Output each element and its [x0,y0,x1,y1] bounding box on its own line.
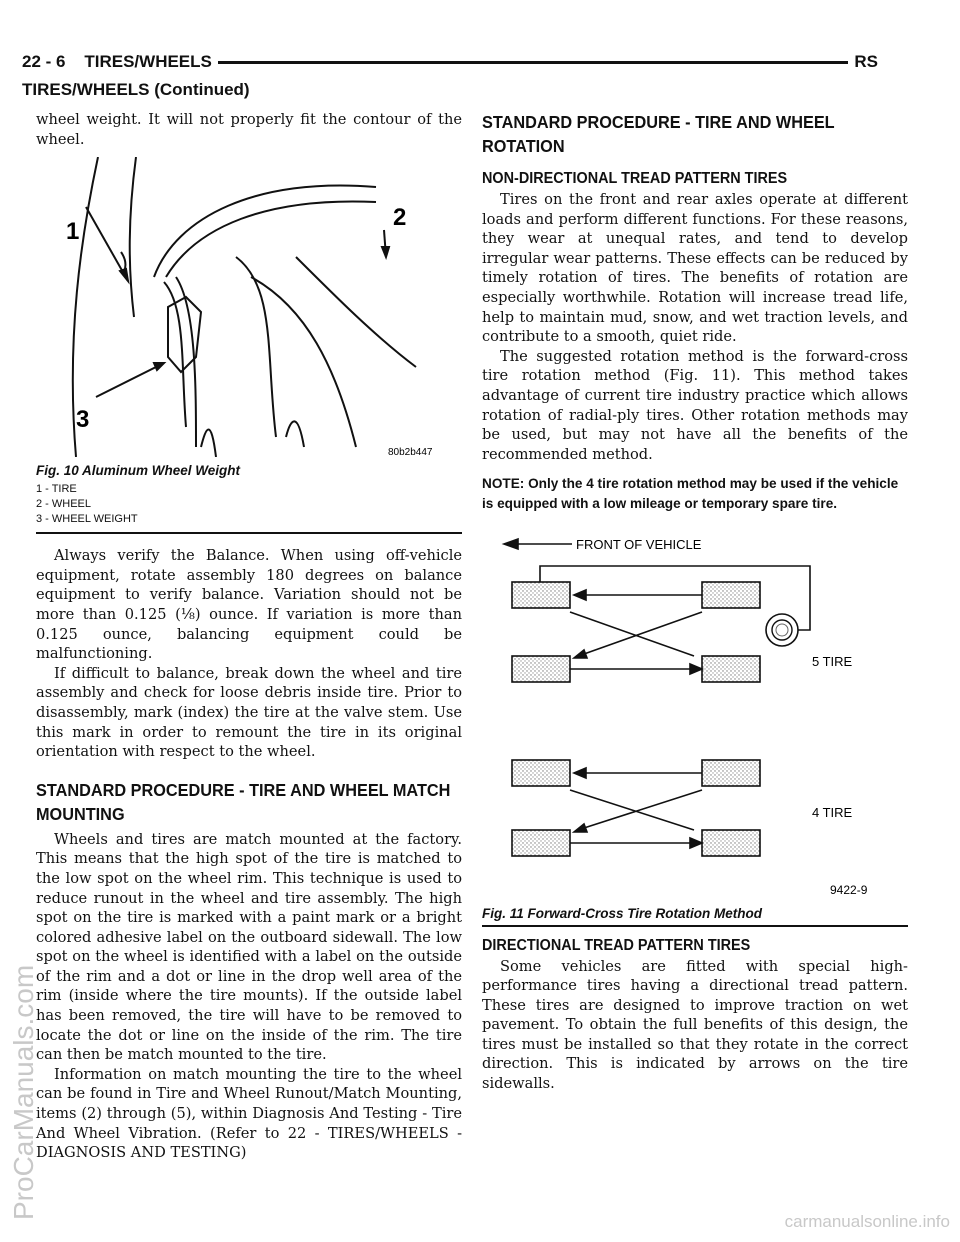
four-tire-label: 4 TIRE [812,804,853,820]
figure-divider [36,532,462,534]
rotation-heading: STANDARD PROCEDURE - TIRE AND WHEEL ROTATION [482,112,835,156]
match-mounting-paragraph: Wheels and tires are match mounted at the factory. This means that the high spot of the tire is matched to the low spot on the wheel rim. This technique is used to reduce runout in the wheel and tire assembly. The high spot on the tire is marked with a paint mark or a bright colored adhesive label on the outboard sidewall. The low spot on the wheel is identified with a label on the outside of the rim and a dot or line in the drop well area of the rim (inside where the tire mounts). If the outside label has been removed, the tire will have to be removed to locate the dot or line on the inside of the rim. The tire can then be match mounted to the tire. [36,830,462,1064]
debris-paragraph: If difficult to balance, break down the wheel and tire assembly and check for loose debris inside tire. Prior to disassembly, mark (index) the tire at the valve stem. Use this mark in order to remount the tire in its original orientation with respect to the wheel. [36,664,462,761]
spare-tire-note: NOTE: Only the 4 tire rotation method may be used if the vehicle is equipped with a low mileage or temporary spare tire. [482,476,899,511]
callout-2: 2 [393,204,407,232]
directional-paragraph: Some vehicles are fitted with special high-performance tires having a directional tread pattern. These tires are designed to improve traction on wet pavement. To obtain the full benefits of this design, the tires must be installed so that they rotate in the correct direction. This is indicated by arrows on the tire sidewalls. [482,957,908,1093]
figure-divider [482,925,908,927]
match-mounting-info-paragraph: Information on match mounting the tire to the wheel can be found in Tire and Wheel Runout/Match Mounting, items (2) through (5), within Diagnosis And Testing - Tire And Wheel Vibration. (Refer to 22 - TIRES/WHEELS - DIAGNOSIS AND TESTING) [36,1065,462,1162]
forward-cross-paragraph: The suggested rotation method is the forward-cross tire rotation method (Fig. 11). This method takes advantage of current tire industry practice which allows rotation of radial-ply tires. Other rotation methods may be used, but may not have all the benefits of the recommended method. [482,347,908,463]
front-of-vehicle-label: FRONT OF VEHICLE [576,536,702,552]
callout-3: 3 [76,406,90,434]
non-directional-heading: NON-DIRECTIONAL TREAD PATTERN TIRES [482,170,788,187]
figure-10-legend [36,482,462,527]
match-mounting-heading: STANDARD PROCEDURE - TIRE AND WHEEL MATCH MOUNTING [36,779,451,824]
right-column [482,110,908,1094]
tire-rear-right-5 [702,656,760,682]
intro-paragraph: wheel weight. It will not properly fit the contour of the wheel. [36,111,462,148]
legend-item: 2 - WHEEL [36,498,92,511]
directional-heading: DIRECTIONAL TREAD PATTERN TIRES [482,936,751,954]
footer-watermark: carmanualsonline.info [784,1212,950,1231]
callout-1: 1 [66,218,80,246]
header-section: 22 - 6 TIRES/WHEELS [22,52,218,72]
figure-10-caption: Fig. 10 Aluminum Wheel Weight [36,463,241,479]
five-tire-label: 5 TIRE [812,653,853,669]
rotation-paragraph: Tires on the front and rear axles operate at different loads and perform different functions. For these reasons, they wear at unequal rates, and tend to develop irregular wear patterns. These effects can be reduced by timely rotation of tires. The benefits of rotation are especially worthwhile. Rotation will increase tread life, help to maintain mud, snow, and wet traction levels, and contribute to a smooth, quiet ride. [482,191,908,346]
balance-paragraph: Always verify the Balance. When using off-vehicle equipment, rotate assembly 180 degrees on balance equipment to verify balance. Variation should not be more than 0.125 (⅛) ounce. If variation is more than 0.125 ounce, balancing equipment could be malfunctioning. [36,547,462,663]
tire-front-left-4 [512,760,570,786]
left-column [36,110,462,1163]
figure-11-caption: Fig. 11 Forward-Cross Tire Rotation Method [482,905,763,921]
figure-11 [482,526,908,902]
figure-code: 9422-9 [830,882,868,897]
aluminum-wheel-weight-illustration [36,157,462,457]
tire-rear-left-5 [512,656,570,682]
legend-item: 1 - TIRE [36,483,77,496]
legend-item: 3 - WHEEL WEIGHT [36,513,138,526]
figure-code: 80b2b447 [388,447,433,458]
spare-tire [766,614,798,646]
tire-front-right-4 [702,760,760,786]
tire-rear-right-4 [702,830,760,856]
forward-cross-rotation-diagram [482,526,908,902]
header-code: RS [848,52,878,72]
tire-rear-left-4 [512,830,570,856]
continued-title: TIRES/WHEELS (Continued) [22,80,250,99]
watermark-text: ProCarManuals.com [8,964,39,1220]
tire-front-right-5 [702,582,760,608]
tire-front-left-5 [512,582,570,608]
figure-10 [36,157,462,457]
page-header [22,52,878,78]
side-watermark [2,560,42,1220]
